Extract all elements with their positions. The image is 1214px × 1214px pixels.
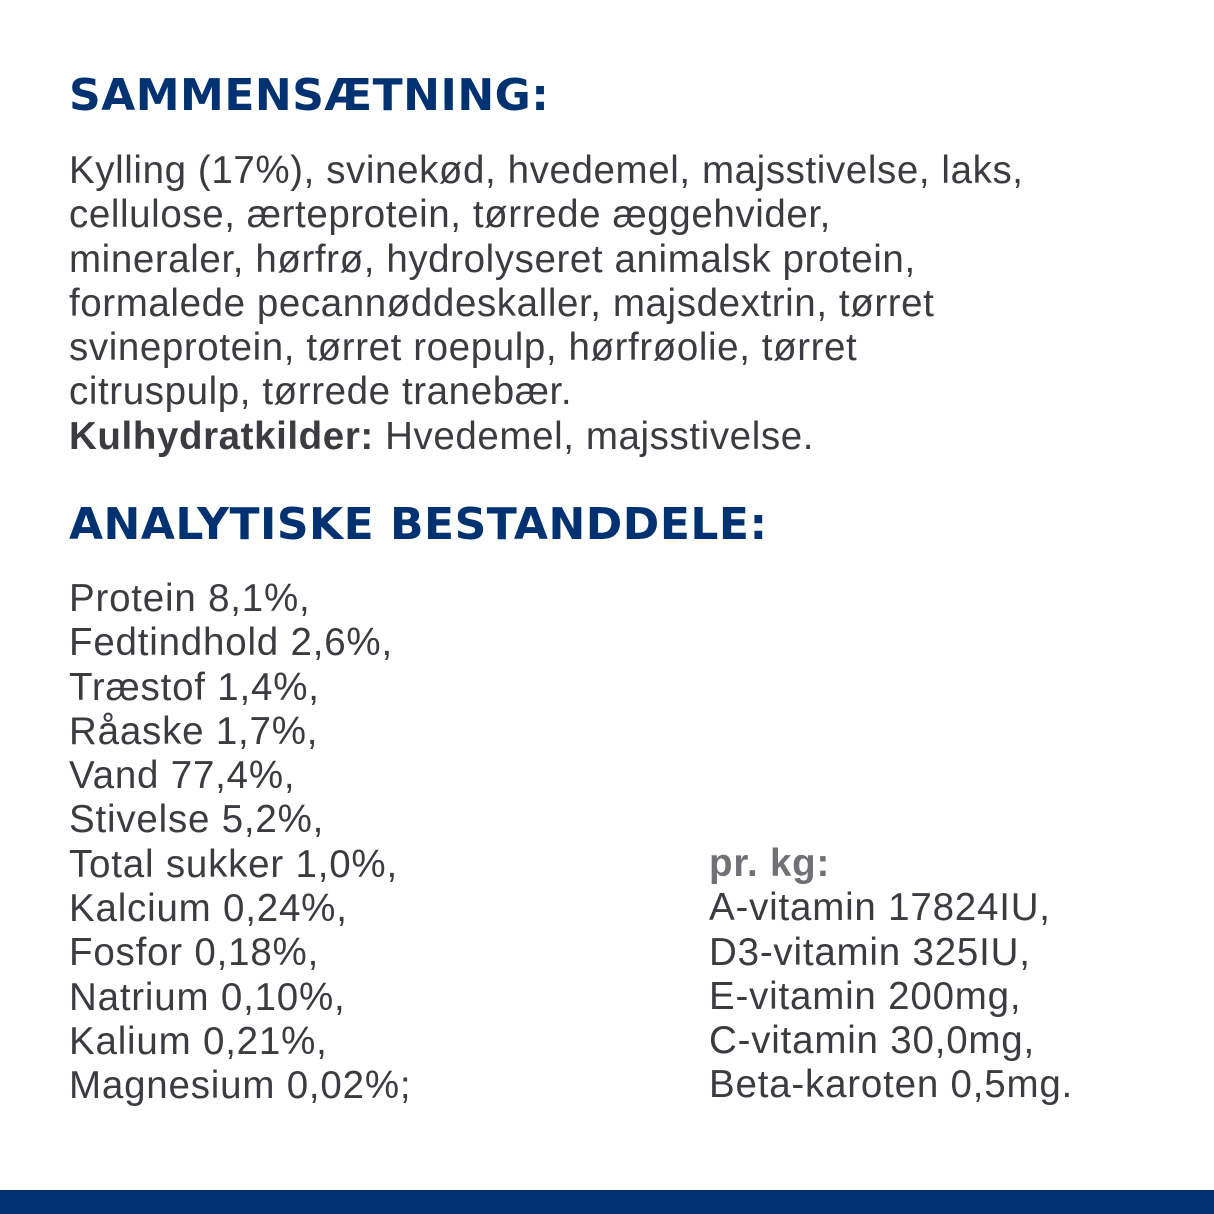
analytic-item: Vand 77,4%, — [69, 754, 296, 798]
vitamin-item: D3-vitamin 325IU, — [709, 930, 1031, 974]
analytic-item: Magnesium 0,02%; — [69, 1064, 412, 1108]
ingredients-line: citruspulp, tørrede tranebær. — [69, 370, 573, 414]
vitamin-item: E-vitamin 200mg, — [709, 974, 1022, 1018]
carbohydrate-value: Hvedemel, majsstivelse. — [373, 414, 815, 458]
analytic-item: Råaske 1,7%, — [69, 709, 319, 753]
analytic-item: Kalium 0,21%, — [69, 1019, 328, 1063]
analytic-item: Fosfor 0,18%, — [69, 931, 320, 975]
ingredients-line: mineraler, hørfrø, hydrolyseret animalsk protein, — [69, 237, 916, 281]
analytics-heading: ANALYTISKE BESTANDDELE: — [69, 499, 768, 550]
analytic-item: Træstof 1,4%, — [69, 665, 320, 709]
analytic-item: Kalcium 0,24%, — [69, 887, 348, 931]
vitamins-list — [709, 842, 1073, 1108]
vitamin-item: C-vitamin 30,0mg, — [709, 1019, 1035, 1063]
composition-heading: SAMMENSÆTNING: — [69, 70, 550, 121]
analytic-item: Protein 8,1%, — [69, 577, 311, 620]
footer-bar — [0, 1190, 1214, 1214]
vitamin-item: A-vitamin 17824IU, — [709, 886, 1051, 930]
vitamin-item: Beta-karoten 0,5mg. — [709, 1063, 1074, 1107]
ingredients-line: formalede pecannøddeskaller, majsdextrin, tørret — [69, 281, 935, 325]
ingredients-line: svineprotein, tørret roepulp, hørfrøolie, tørret — [69, 326, 858, 370]
ingredients-line: cellulose, ærteprotein, tørrede æggehvider, — [69, 193, 831, 237]
analytics-list — [69, 577, 411, 1109]
per-kg-label: pr. kg: — [709, 842, 831, 885]
ingredients-text — [69, 149, 1189, 459]
carbohydrate-sources — [69, 415, 1189, 459]
analytic-item: Natrium 0,10%, — [69, 975, 346, 1019]
analytic-item: Stivelse 5,2%, — [69, 798, 325, 842]
ingredients-line: Kylling (17%), svinekød, hvedemel, majsstivelse, laks, — [69, 149, 1024, 192]
analytic-item: Total sukker 1,0%, — [69, 842, 398, 886]
carbohydrate-label: Kulhydratkilder: — [69, 414, 374, 458]
analytic-item: Fedtindhold 2,6%, — [69, 621, 393, 665]
